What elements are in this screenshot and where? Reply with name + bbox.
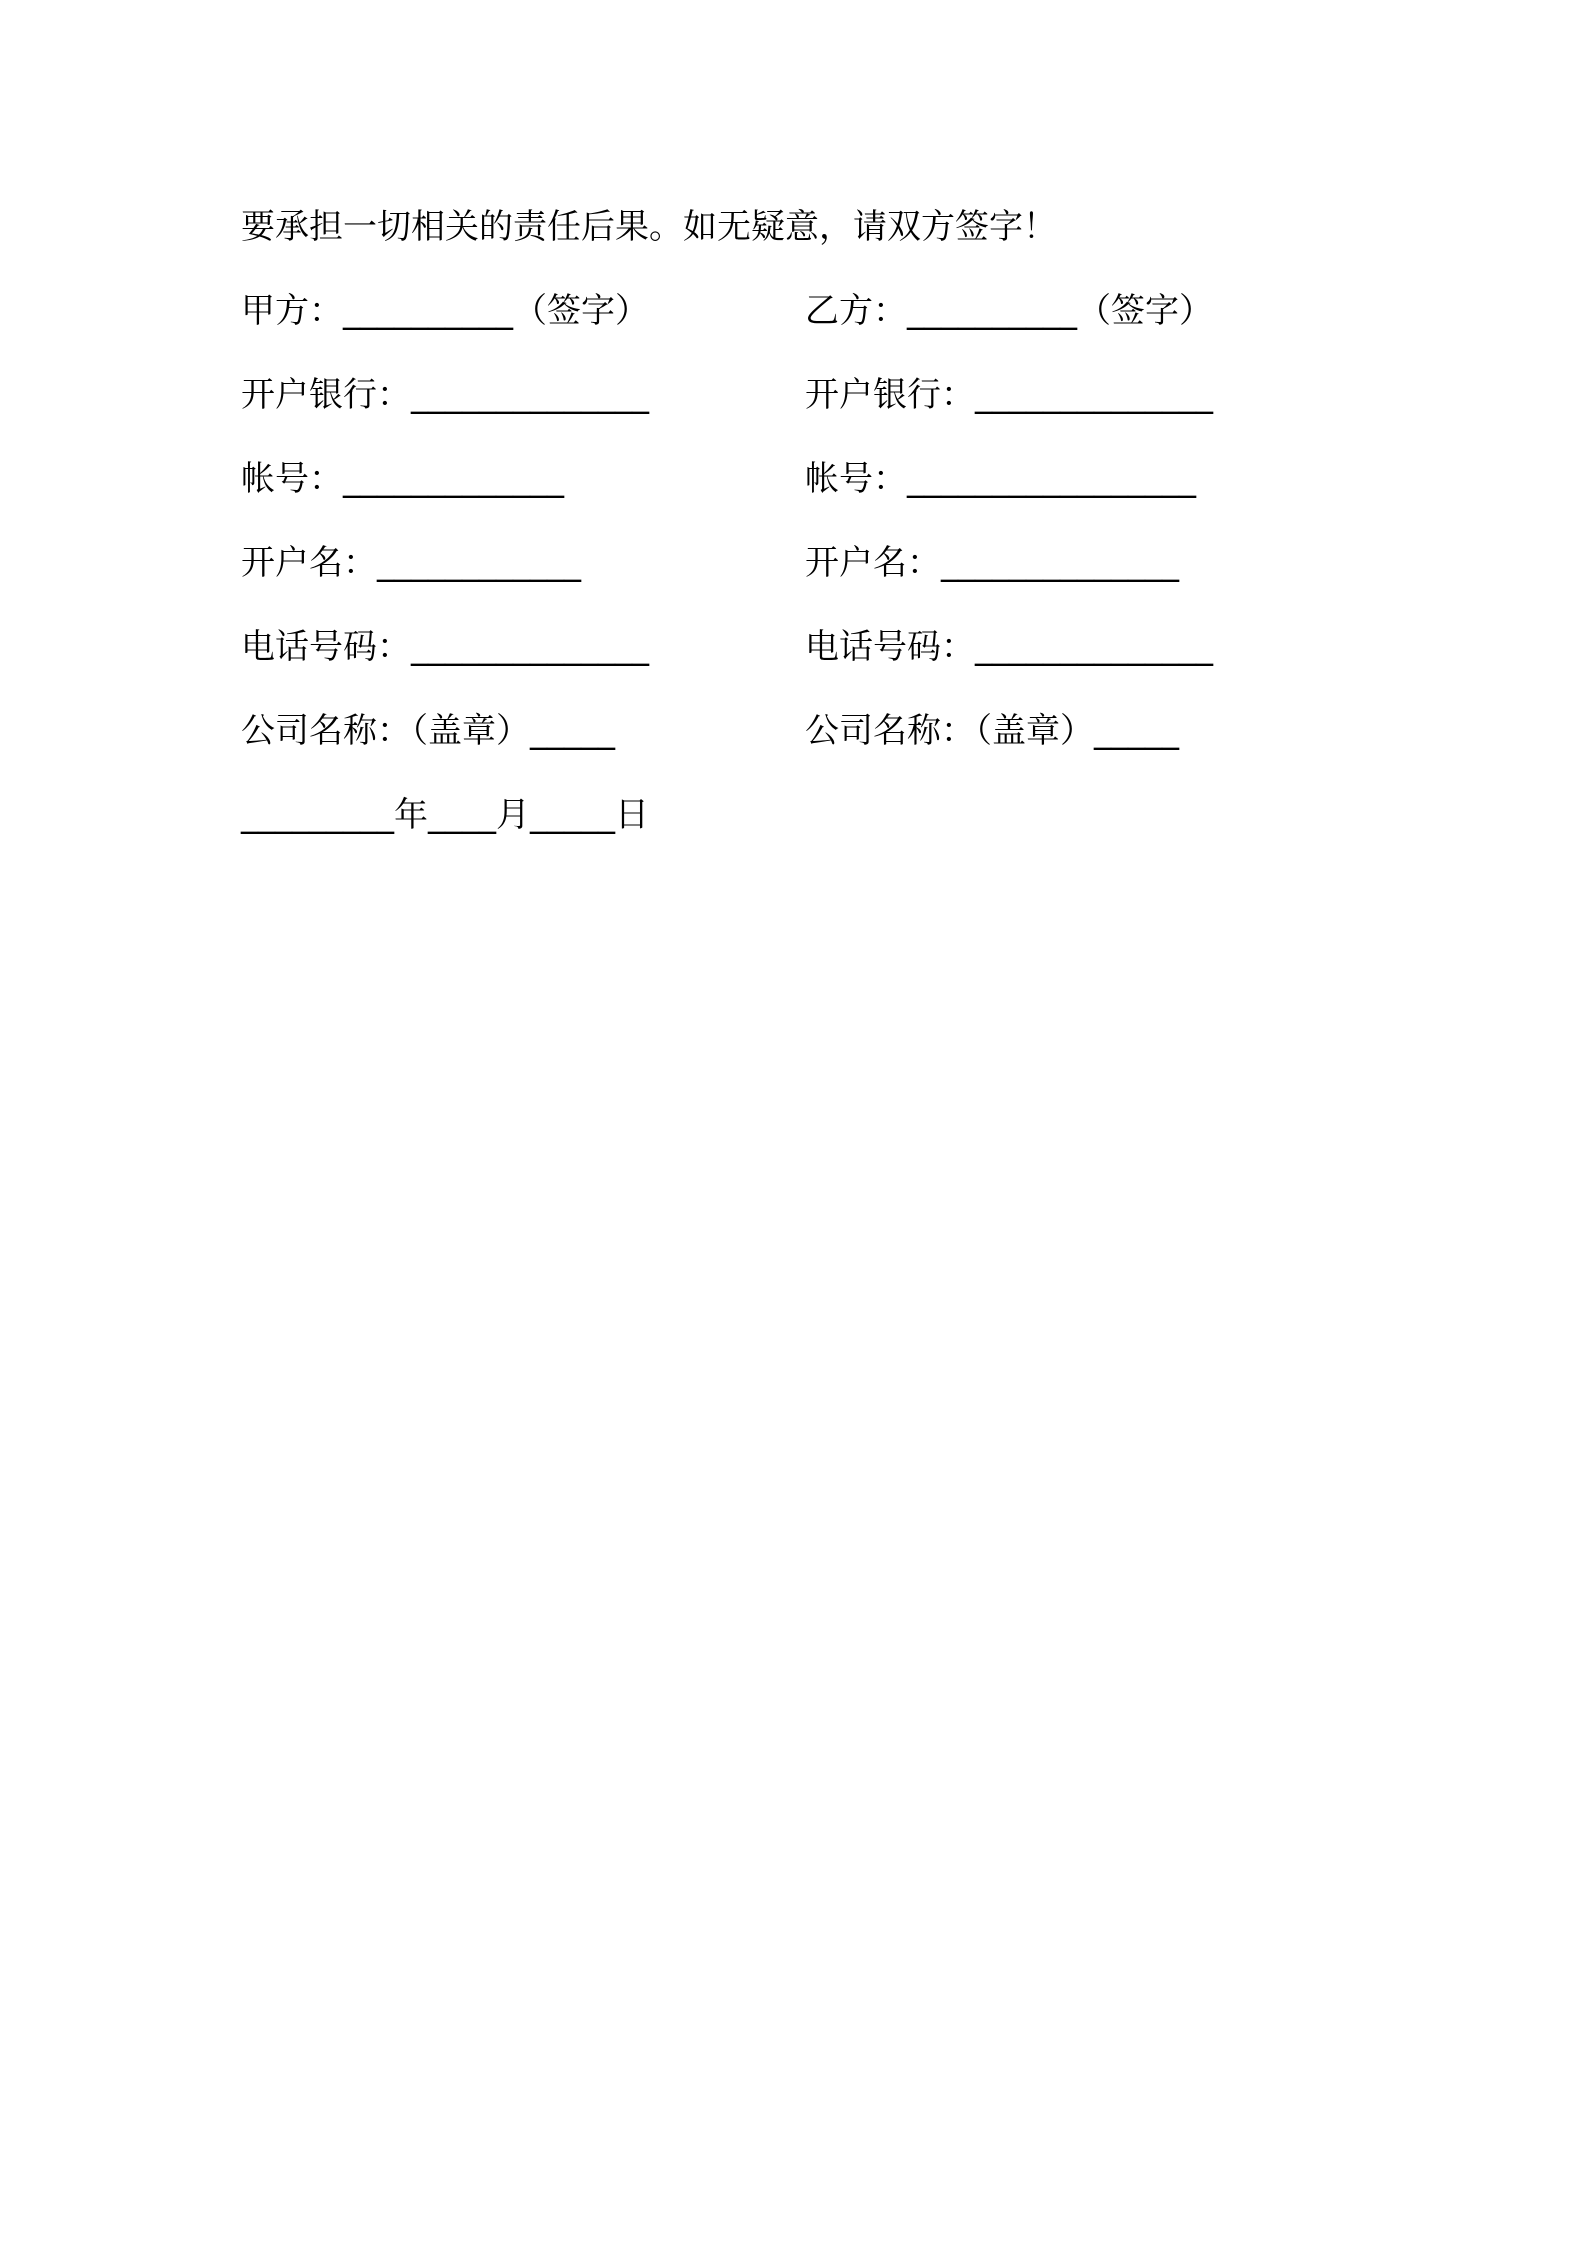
party-b-bank: 开户银行：______________ (805, 375, 1213, 415)
party-a-phone: 电话号码：______________ (241, 627, 649, 667)
party-a-account-number: 帐号：_____________ (241, 459, 564, 499)
party-a-signature: 甲方：__________（签字） (241, 291, 649, 331)
party-b-phone: 电话号码：______________ (805, 627, 1213, 667)
party-a-bank: 开户银行：______________ (241, 375, 649, 415)
party-b-account-number: 帐号：_________________ (805, 459, 1196, 499)
party-b-account-name: 开户名：______________ (805, 543, 1179, 583)
date-line: _________年____月_____日 (241, 795, 649, 835)
intro-line: 要承担一切相关的责任后果。如无疑意，请双方签字！ (241, 207, 1057, 247)
party-a-account-name: 开户名：____________ (241, 543, 581, 583)
party-b-signature: 乙方：__________（签字） (805, 291, 1213, 331)
party-a-company: 公司名称：（盖章）_____ (241, 711, 615, 751)
party-b-company: 公司名称：（盖章）_____ (805, 711, 1179, 751)
